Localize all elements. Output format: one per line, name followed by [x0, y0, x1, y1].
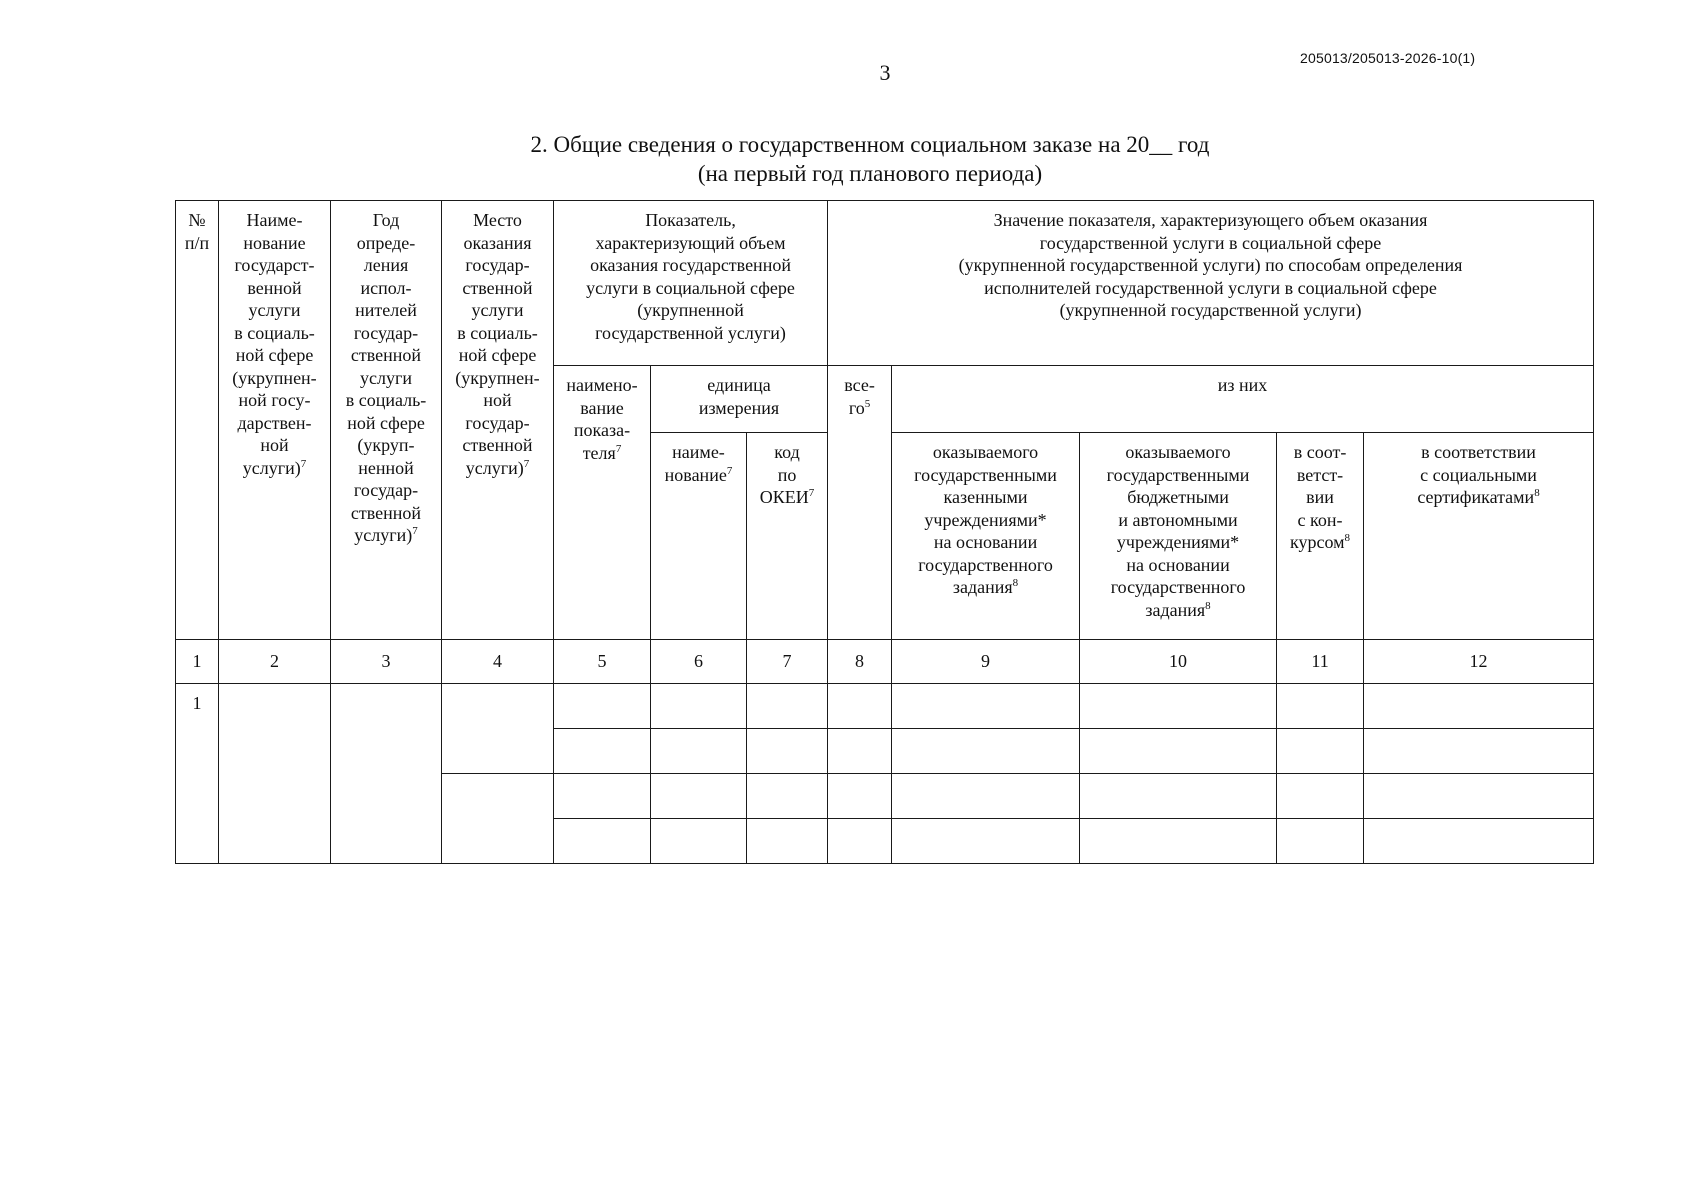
data-cell [892, 819, 1080, 864]
data-cell [1277, 684, 1364, 729]
footnote-ref: 7 [523, 457, 530, 470]
row-number: 1 [176, 684, 219, 864]
section-title-line1: 2. Общие сведения о государственном социальном заказе на 20__ год [530, 132, 1210, 157]
data-cell [1364, 684, 1594, 729]
header-contest-cell [1277, 433, 1364, 640]
data-cell [1364, 774, 1594, 819]
header-contest: в соот- ветст- вии с кон- курсом [1290, 442, 1347, 552]
column-number: 9 [892, 640, 1080, 684]
header-certificates: в соответствии с социальными сертификатами [1417, 442, 1537, 507]
column-number: 10 [1080, 640, 1277, 684]
data-cell [331, 684, 442, 864]
footnote-ref: 5 [864, 397, 871, 410]
footnote-ref: 7 [726, 464, 733, 477]
social-order-table [175, 200, 1594, 864]
header-unit: единица измерения [698, 375, 780, 418]
document-id: 205013/205013-2026-10(1) [1300, 50, 1476, 66]
data-cell [747, 684, 828, 729]
column-number: 12 [1364, 640, 1594, 684]
header-num: № п/п [184, 210, 210, 253]
page-number: 3 [879, 60, 891, 85]
data-cell [828, 684, 892, 729]
footnote-ref: 8 [1344, 532, 1351, 544]
header-year-cell [331, 201, 442, 640]
data-cell [892, 774, 1080, 819]
footnote-ref: 8 [1205, 599, 1211, 612]
header-state-inst-cell [892, 433, 1080, 640]
section-title-line2: (на первый год планового периода) [697, 161, 1043, 186]
column-number: 7 [747, 640, 828, 684]
data-cell [442, 684, 554, 774]
header-unit-name-cell [651, 433, 747, 640]
data-cell [219, 684, 331, 864]
footnote-ref: 8 [1012, 577, 1019, 589]
column-number: 11 [1277, 640, 1364, 684]
data-cell [554, 684, 651, 729]
header-indicator-name: наимено- вание показа- теля [566, 375, 638, 463]
data-cell [554, 774, 651, 819]
section-title [470, 130, 1270, 188]
data-cell [892, 729, 1080, 774]
data-cell [1080, 774, 1277, 819]
data-cell [747, 819, 828, 864]
header-value-cell [828, 201, 1594, 366]
header-of-them-cell [892, 366, 1594, 433]
header-value: Значение показателя, характеризующего объем оказания государственной услуги в социальной сфере (укрупненной государственной услуги) по способам определения исполнителей государственной услуги в социальной сфере (укрупненной государственной услуги) [958, 210, 1463, 320]
data-cell [1364, 729, 1594, 774]
footnote-ref: 7 [412, 525, 418, 537]
data-cell [828, 819, 892, 864]
data-cell [828, 729, 892, 774]
data-cell [651, 729, 747, 774]
data-cell [828, 774, 892, 819]
footnote-ref: 8 [1534, 487, 1540, 499]
data-cell [1080, 684, 1277, 729]
header-unit-cell [651, 366, 828, 433]
data-cell [1364, 819, 1594, 864]
data-cell [1277, 819, 1364, 864]
header-total: все- го [844, 375, 875, 418]
column-number: 3 [331, 640, 442, 684]
data-cell [651, 774, 747, 819]
header-okei: код по ОКЕИ [759, 442, 809, 507]
column-number: 5 [554, 640, 651, 684]
column-number: 6 [651, 640, 747, 684]
header-service-name: Наиме- нование государст- венной услуги в социаль- ной сфере (укрупнен- ной госу- дарствен- ной услуги) [232, 210, 317, 478]
footnote-ref: 7 [615, 442, 622, 455]
header-year: Год опреде- ления испол- нителей государ- ственной услуги в социаль- ной сфере (укруп- ненной государ- ственной услуги) [345, 210, 427, 545]
data-cell [651, 819, 747, 864]
footnote-ref: 7 [808, 487, 815, 499]
header-service-name-cell [219, 201, 331, 640]
column-number: 1 [176, 640, 219, 684]
header-budget-institutions: оказываемого государственными бюджетными и автономными учреждениями* на основании государственного задания [1106, 442, 1250, 620]
data-cell [1080, 729, 1277, 774]
header-indicator: Показатель, характеризующий объем оказания государственной услуги в социальной сфере (укрупненной государственной услуги) [586, 210, 795, 343]
data-cell [554, 819, 651, 864]
data-cell [747, 729, 828, 774]
header-total-cell [828, 366, 892, 640]
data-cell [1277, 774, 1364, 819]
header-okei-cell [747, 433, 828, 640]
data-cell [651, 684, 747, 729]
data-cell [892, 684, 1080, 729]
header-indicator-cell [554, 201, 828, 366]
header-place-cell [442, 201, 554, 640]
header-of-them: из них [1217, 375, 1268, 395]
data-cell [1277, 729, 1364, 774]
data-cell [747, 774, 828, 819]
column-number: 8 [828, 640, 892, 684]
header-place: Место оказания государ- ственной услуги в социаль- ной сфере (укрупнен- ной государ- ственной услуги) [455, 210, 540, 478]
header-budget-inst-cell [1080, 433, 1277, 640]
header-unit-name: наиме- нование [664, 442, 727, 485]
data-cell [1080, 819, 1277, 864]
header-certificates-cell [1364, 433, 1594, 640]
column-number: 2 [219, 640, 331, 684]
column-number: 4 [442, 640, 554, 684]
footnote-ref: 7 [300, 457, 307, 470]
data-cell [554, 729, 651, 774]
header-indicator-name-cell [554, 366, 651, 640]
header-state-institutions: оказываемого государственными казенными учреждениями* на основании государственного задания [914, 442, 1057, 597]
data-cell [442, 774, 554, 864]
header-num-cell [176, 201, 219, 640]
